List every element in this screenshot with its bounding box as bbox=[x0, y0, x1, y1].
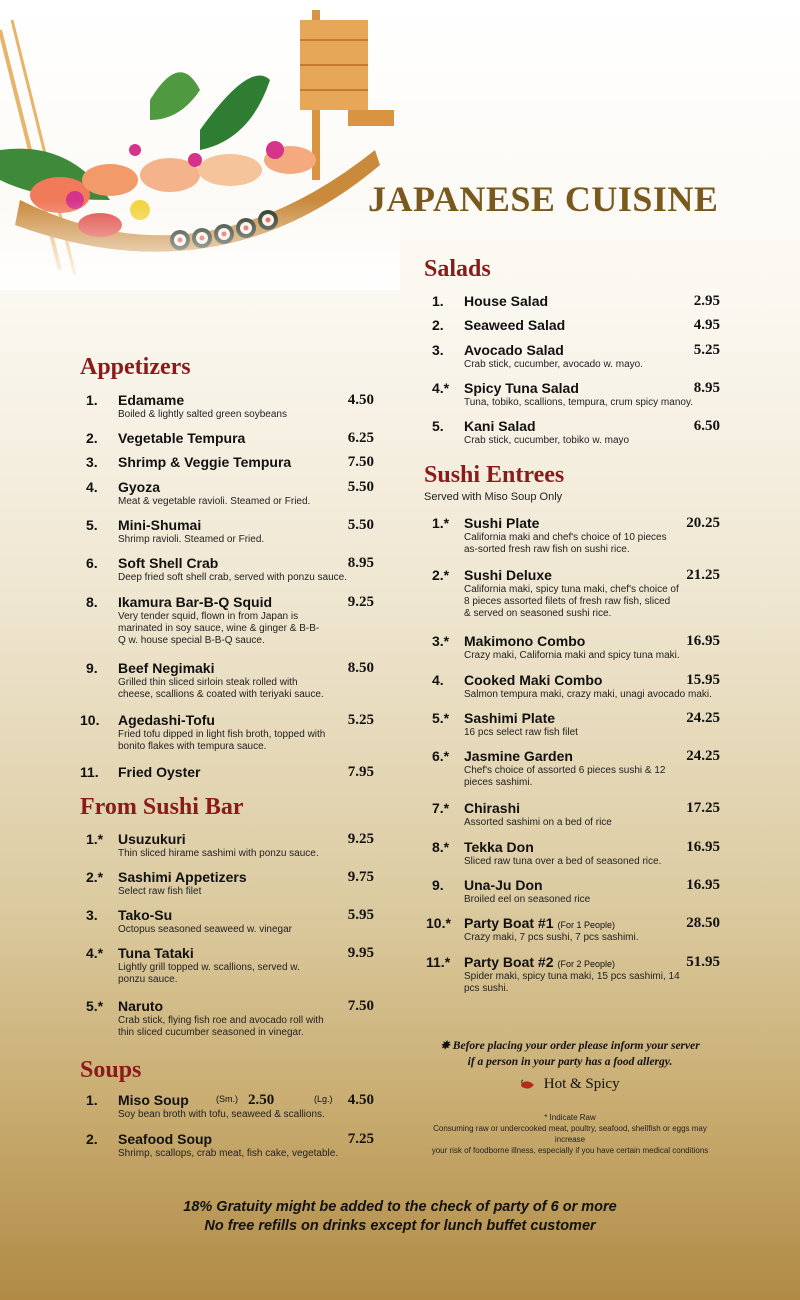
sushi-entrees-heading: Sushi Entrees bbox=[424, 462, 565, 488]
serving-note: (For 2 People) bbox=[557, 959, 616, 969]
hot-spicy-legend: Hot & Spicy bbox=[520, 1076, 620, 1093]
sushi-bar-heading: From Sushi Bar bbox=[80, 794, 244, 820]
sushi-boat-image bbox=[0, 0, 400, 290]
salads-heading: Salads bbox=[424, 256, 491, 282]
appetizers-heading: Appetizers bbox=[80, 354, 191, 380]
small-size-price: 2.50 bbox=[248, 1092, 275, 1108]
sushi-entrees-subheading: Served with Miso Soup Only bbox=[424, 491, 563, 503]
large-size-price: 4.50 bbox=[347, 1092, 374, 1108]
chili-pepper-icon bbox=[520, 1079, 536, 1091]
soups-heading: Soups bbox=[80, 1057, 142, 1083]
small-size-label: (Sm.) bbox=[216, 1094, 238, 1104]
serving-note: (For 1 People) bbox=[557, 920, 616, 930]
footer-notice: 18% Gratuity might be added to the check of party of 6 or more No free refills on drinks except for lunch buffet customer bbox=[183, 1199, 617, 1234]
large-size-label: (Lg.) bbox=[314, 1094, 333, 1104]
allergy-notice: ✸ Before placing your order please inform your server if a person in your party has a food allergy. bbox=[440, 1040, 700, 1068]
raw-food-warning: * Indicate Raw Consuming raw or undercooked meat, poultry, seafood, shellfish or eggs may increase your risk of foodborne illness, especially if you have certain medical conditions bbox=[431, 1113, 709, 1155]
page-title: JAPANESE CUISINE bbox=[368, 179, 719, 219]
